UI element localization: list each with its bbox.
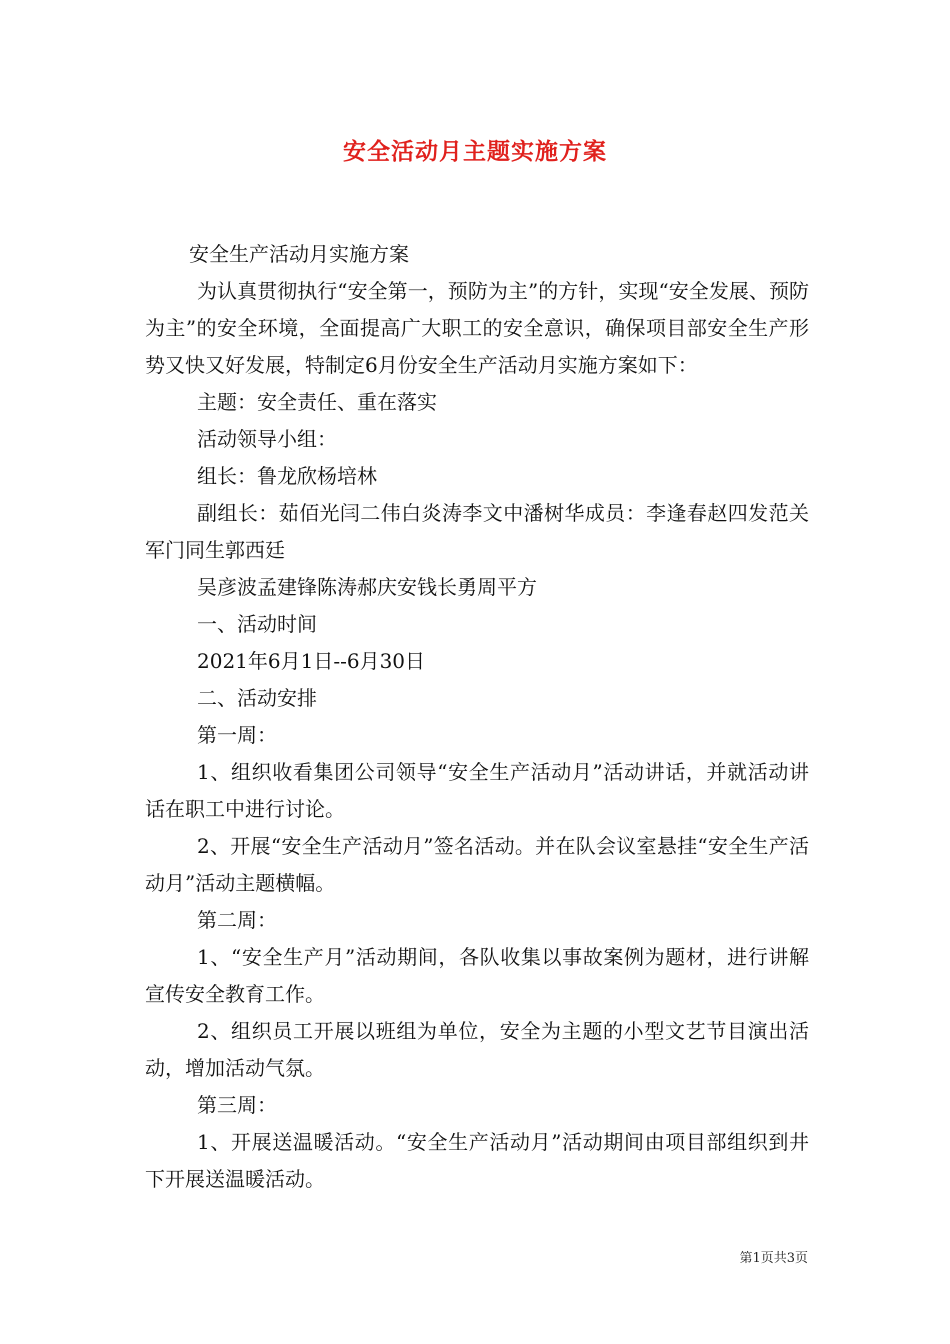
week2-item-1: 1、“安全生产月”活动期间，各队收集以事故案例为题材，进行讲解宣传安全教育工作。: [145, 945, 809, 1006]
paragraph-date-range: 2021年6月1日--6月30日: [197, 649, 426, 673]
document-title: 安全活动月主题实施方案: [343, 138, 607, 165]
week2-item-2: 2、组织员工开展以班组为单位，安全为主题的小型文艺节目演出活动，增加活动气氛。: [145, 1019, 809, 1080]
paragraph-deputy-leaders: 副组长：茹佰光闫二伟白炎涛李文中潘树华成员：李逢春赵四发范关军门同生郭西廷: [145, 501, 809, 562]
paragraph-intro: 为认真贯彻执行“安全第一，预防为主”的方针，实现“安全发展、预防为主”的安全环境，全面提高广大职工的安全意识，确保项目部安全生产形势又快又好发展，特制定6月份安全生产活动月实施方案如下：: [145, 279, 809, 377]
page-number: 第1页共3页: [739, 1251, 808, 1266]
week-heading-2: 第二周：: [197, 908, 277, 932]
document-subtitle: 安全生产活动月实施方案: [189, 242, 409, 266]
week-heading-3: 第三周：: [197, 1093, 277, 1117]
week1-item-2: 2、开展“安全生产活动月”签名活动。并在队会议室悬挂“安全生产活动月”活动主题横幅。: [145, 834, 809, 895]
week3-item-1: 1、开展送温暖活动。“安全生产活动月”活动期间由项目部组织到井下开展送温暖活动。: [145, 1130, 809, 1191]
section-heading-arrangement: 二、活动安排: [197, 686, 317, 710]
paragraph-theme: 主题：安全责任、重在落实: [197, 390, 437, 414]
paragraph-members: 吴彦波孟建锋陈涛郝庆安钱长勇周平方: [197, 575, 537, 599]
week-heading-1: 第一周：: [197, 723, 277, 747]
paragraph-group-leader: 组长：鲁龙欣杨培林: [197, 464, 377, 488]
week1-item-1: 1、组织收看集团公司领导“安全生产活动月”活动讲话，并就活动讲话在职工中进行讨论。: [145, 760, 809, 821]
section-heading-time: 一、活动时间: [197, 612, 317, 636]
document-body: [145, 236, 809, 1198]
paragraph-leadership-group: 活动领导小组：: [197, 427, 337, 451]
